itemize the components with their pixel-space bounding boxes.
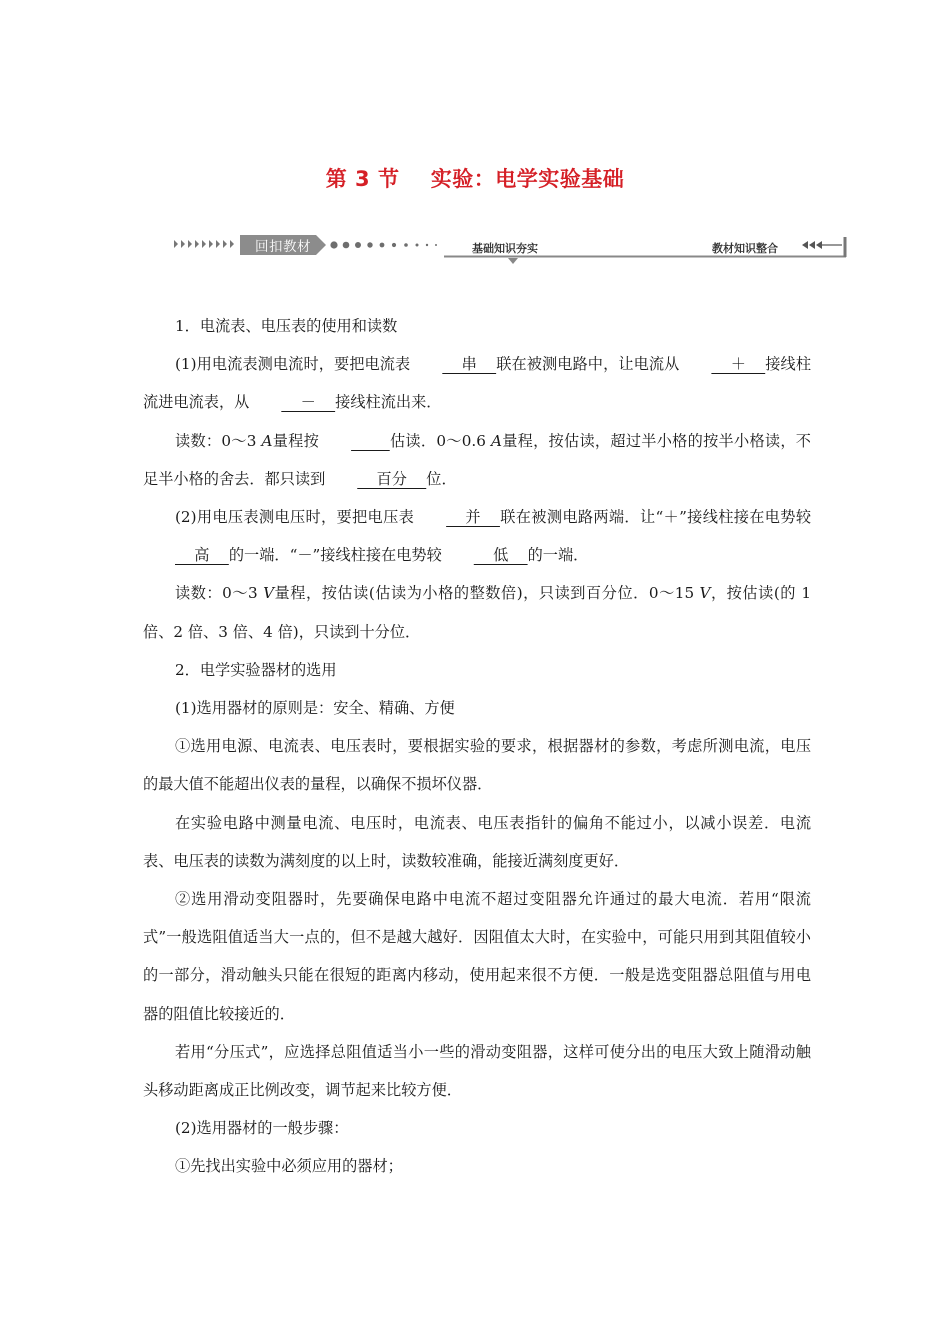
answer-blank: 低 <box>473 546 528 565</box>
paragraph-ammeter-usage <box>143 345 811 421</box>
subsection-steps: (2)选用器材的一般步骤： <box>175 1119 349 1138</box>
text: 估读．0～0.6 <box>389 431 491 450</box>
text: 联在被测电路两端．让“＋”接线柱接在电势较 <box>499 508 812 527</box>
paragraph-ammeter-reading <box>143 422 811 498</box>
page-title: 第 3 节 实验：电学实验基础 <box>325 167 625 191</box>
text: 量程，按估读(估读为小格的整数倍)，只读到百分位．0～15 <box>274 584 700 603</box>
banner-center-label: 基础知识夯实 <box>472 242 538 255</box>
text: 接线柱流出来． <box>335 393 442 412</box>
text: 的一端． <box>527 546 589 565</box>
subsection-principles: (1)选用器材的原则是：安全、精确、方便 <box>175 699 455 718</box>
banner-tag: 回扣教材 <box>255 239 311 255</box>
step-1: ①先找出实验中必须应用的器材； <box>175 1157 403 1176</box>
text: 接线柱流进电流表，从 <box>143 355 811 412</box>
paragraph-voltmeter-usage <box>143 498 811 574</box>
main-content <box>143 307 811 1186</box>
text: 读数：0～3 <box>175 584 264 603</box>
section-banner <box>172 230 850 266</box>
text: (2)用电压表测电压时，要把电压表 <box>175 508 415 527</box>
text: 位． <box>426 469 457 488</box>
paragraph-voltmeter-reading <box>143 574 811 650</box>
paragraph-divider: 若用“分压式”，应选择总阻值适当小一些的滑动变阻器，这样可使分出的电压大致上随滑动触头移动距离成正比例改变，调节起来比较方便． <box>143 1042 811 1100</box>
answer-blank: 并 <box>446 508 500 527</box>
text: 联在被测电路中，让电流从 <box>496 355 680 374</box>
section-2-heading: 2．电学实验器材的选用 <box>175 660 337 679</box>
banner-right-label: 教材知识整合 <box>712 242 778 255</box>
section-1-heading: 1．电流表、电压表的使用和读数 <box>175 317 398 335</box>
unit-symbol: V <box>263 584 275 603</box>
text: 量程，按估读，超过半小格的按半小格读，不足半小格的舍去．都只读到 <box>143 431 811 488</box>
item-rheostat-selection: ②选用滑动变阻器时，先要确保电路中电流不超过变阻器允许通过的最大电流．若用“限流式”一般选阻值适当大一点的，但不是越大越好．因阻值太大时，在实验中，可能只用到其阻值较小的一部分，滑动触头只能在很短的距离内移动，使用起来很不方便．一般是选变阻器总阻值与用电器的阻值比较接近的． <box>143 890 811 1023</box>
item-meters-selection: ①选用电源、电流表、电压表时，要根据实验的要求，根据器材的参数，考虑所测电流，电压的最大值不能超出仪表的量程，以确保不损坏仪器． <box>143 737 811 794</box>
unit-symbol: A <box>261 431 273 450</box>
answer-blank <box>319 422 390 460</box>
answer-blank: ＋ <box>711 355 766 374</box>
unit-symbol: V <box>699 584 711 603</box>
text: (1)用电流表测电流时，要把电流表 <box>175 355 411 374</box>
answer-blank: 高 <box>175 546 229 565</box>
text: 的一端．“－”接线柱接在电势较 <box>228 546 442 565</box>
text: 量程按 <box>272 431 320 450</box>
answer-blank: － <box>281 393 336 412</box>
paragraph-deflection: 在实验电路中测量电流、电压时，电流表、电压表指针的偏角不能过小，以减小误差．电流表、电压表的读数为满刻度的以上时，读数较准确，能接近满刻度更好． <box>143 813 811 870</box>
answer-blank: 串 <box>442 355 497 374</box>
answer-blank: 百分 <box>357 469 427 488</box>
text: ，按估读(的 1 倍、2 倍、3 倍、4 倍)，只读到十分位． <box>143 584 812 641</box>
unit-symbol: A <box>490 431 502 450</box>
text: 读数：0～3 <box>175 431 262 450</box>
